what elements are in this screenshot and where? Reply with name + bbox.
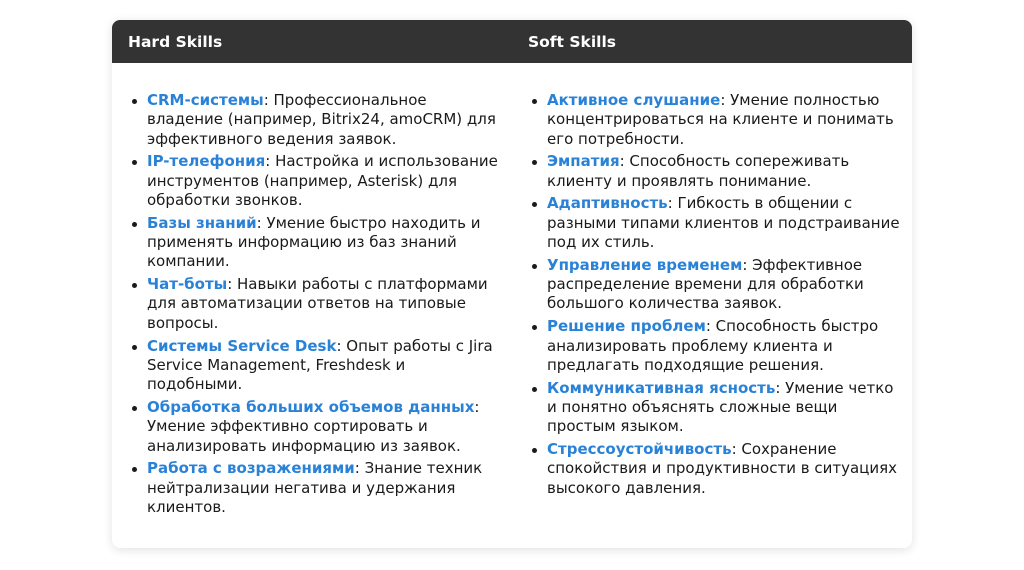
list-item bbox=[547, 379, 902, 437]
hard-skills-list bbox=[128, 91, 502, 517]
skill-term: CRM-системы bbox=[147, 91, 264, 109]
list-item bbox=[147, 214, 502, 272]
skill-description: : Умение полностью концентрироваться на клиенте и понимать его потребности. bbox=[547, 91, 894, 148]
skill-description: : Знание техник нейтрализации негатива и удержания клиентов. bbox=[147, 459, 483, 516]
table-header bbox=[112, 20, 912, 63]
skill-term: Базы знаний bbox=[147, 213, 257, 232]
skill-description: : Гибкость в общении с разными типами клиентов и подстраивание под их стиль. bbox=[547, 194, 900, 252]
list-item bbox=[547, 317, 902, 375]
list-item bbox=[547, 440, 902, 498]
list-item bbox=[147, 398, 502, 456]
soft-skills-list bbox=[528, 91, 902, 498]
skill-term: Работа с возражениями bbox=[147, 459, 355, 478]
skill-description: : Умение эффективно сортировать и анализировать информацию из заявок. bbox=[147, 397, 480, 455]
hard-skills-column bbox=[112, 91, 512, 521]
list-item bbox=[147, 91, 502, 149]
skill-term: Активное слушание bbox=[547, 91, 721, 109]
skill-term: Обработка больших объемов данных bbox=[147, 397, 475, 416]
skill-description: : Умение четко и понятно объяснять сложные вещи простым языком. bbox=[547, 378, 894, 436]
skill-description: : Настройка и использование инструментов (например, Asterisk) для обработки звонков. bbox=[147, 152, 498, 209]
skill-term: Системы Service Desk bbox=[147, 336, 337, 355]
list-item bbox=[547, 194, 902, 252]
list-item bbox=[147, 459, 502, 517]
list-item bbox=[147, 152, 502, 210]
list-item bbox=[147, 337, 502, 395]
skill-description: : Умение быстро находить и применять информацию из баз знаний компании. bbox=[147, 213, 481, 271]
table-body bbox=[112, 63, 912, 521]
skill-term: Решение проблем bbox=[547, 317, 706, 336]
skill-description: : Эффективное распределение времени для обработки большого количества заявок. bbox=[547, 255, 864, 313]
skill-term: Эмпатия bbox=[547, 152, 620, 171]
skill-term: IP-телефония bbox=[147, 152, 266, 171]
list-item bbox=[547, 256, 902, 314]
skill-description: : Профессиональное владение (например, Bitrix24, amoCRM) для эффективного ведения заявок. bbox=[147, 91, 496, 148]
skill-term: Коммуникативная ясность bbox=[547, 378, 776, 397]
skill-description: : Способность быстро анализировать проблему клиента и предлагать подходящие решения. bbox=[547, 317, 879, 374]
list-item bbox=[147, 275, 502, 333]
skill-description: : Опыт работы с Jira Service Management, Freshdesk и подобными. bbox=[147, 336, 493, 394]
list-item bbox=[547, 91, 902, 149]
hard-skills-title: Hard Skills bbox=[128, 32, 223, 51]
skill-description: : Навыки работы с платформами для автоматизации ответов на типовые вопросы. bbox=[147, 275, 488, 332]
skills-table bbox=[112, 20, 912, 548]
soft-skills-column bbox=[512, 91, 912, 521]
skill-term: Адаптивность bbox=[547, 194, 668, 213]
skill-description: : Сохранение спокойствия и продуктивности в ситуациях высокого давления. bbox=[547, 440, 897, 497]
skill-description: : Способность сопереживать клиенту и проявлять понимание. bbox=[547, 152, 850, 190]
skill-term: Стрессоустойчивость bbox=[547, 440, 732, 459]
skill-term: Чат-боты bbox=[147, 275, 228, 294]
list-item bbox=[547, 152, 902, 191]
soft-skills-title: Soft Skills bbox=[528, 32, 616, 51]
skill-term: Управление временем bbox=[547, 255, 743, 274]
